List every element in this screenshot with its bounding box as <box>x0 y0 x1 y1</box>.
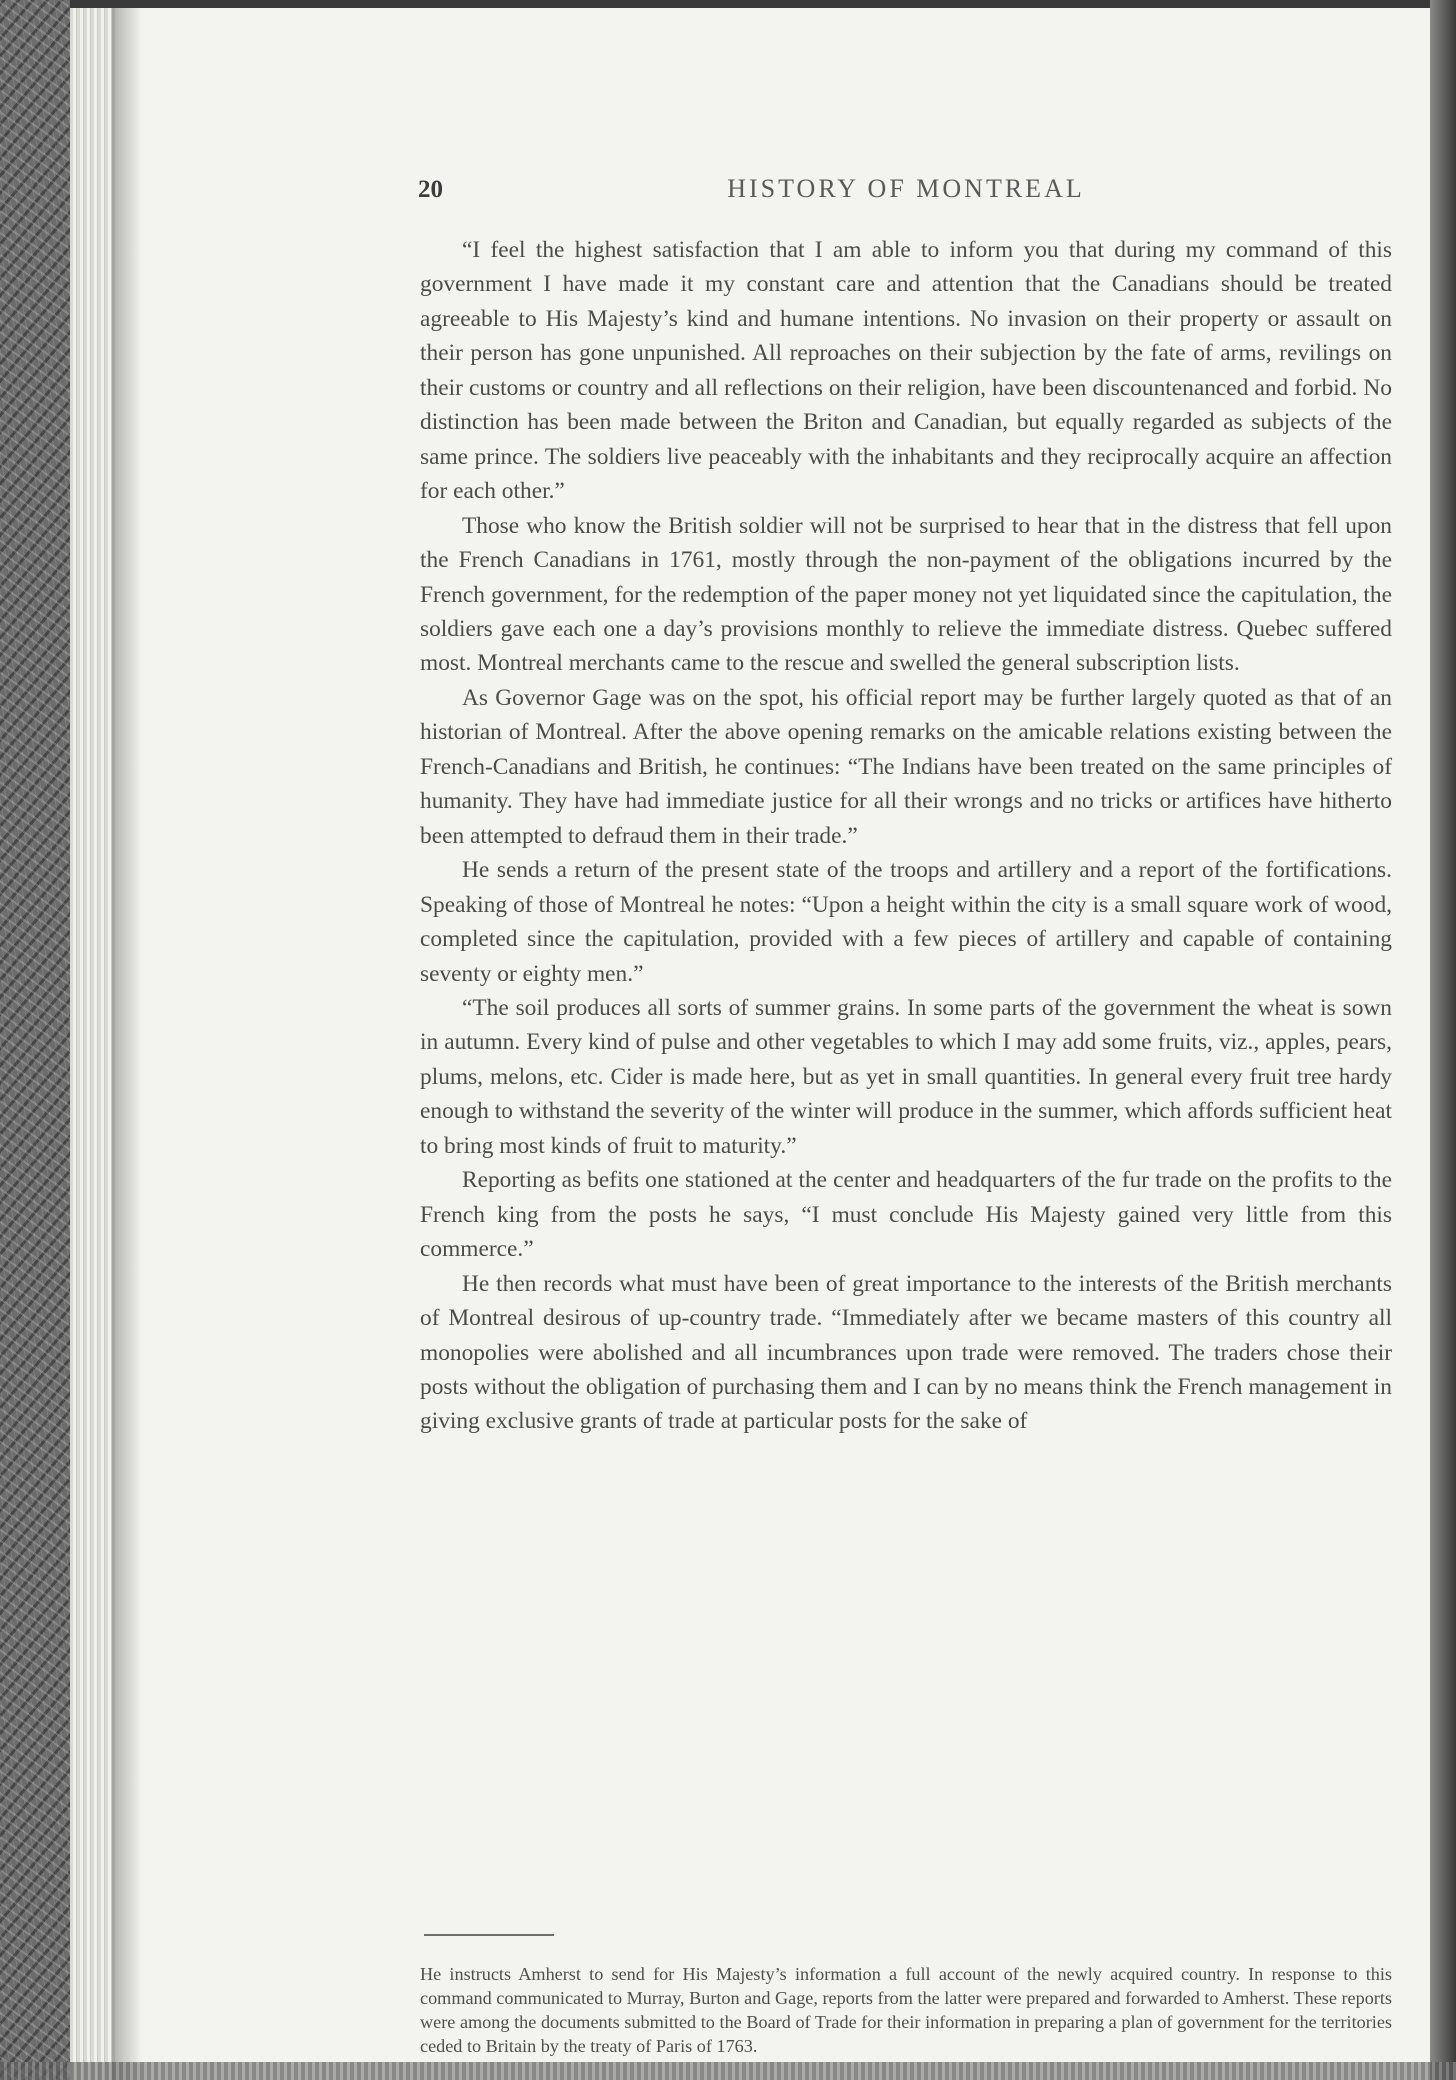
footnote-divider <box>424 1934 554 1936</box>
running-title: HISTORY OF MONTREAL <box>727 174 1085 203</box>
paragraph: “The soil produces all sorts of summer grains. In some parts of the government the wheat is sown in autumn. Every kind of pulse and other vegetables to which I may add some fruits, viz., apples, pears, plums, melons, etc. Cider is made here, but as yet in small quantities. In general every fruit tree hardy enough to withstand the severity of the winter will produce in the summer, which affords sufficient heat to bring most kinds of fruit to maturity.” <box>420 994 1392 1159</box>
right-page-edge <box>1430 0 1456 2080</box>
page-number: 20 <box>418 176 443 203</box>
paragraph: As Governor Gage was on the spot, his official report may be further largely quoted as that of an historian of Montreal. After the above opening remarks on the amicable relations existing between the French-Canadians and British, he continues: “The Indians have been treated on the same principles of humanity. They have had immediate justice for all their wrongs and no tricks or artifices have hitherto been attempted to defraud them in their trade.” <box>420 684 1392 849</box>
bottom-page-edge <box>0 2062 1456 2080</box>
footnote: He instructs Amherst to send for His Majesty’s information a full account of the newly acquired country. In response to this command communicated to Murray, Burton and Gage, reports from the latter were prepared and forwarded to Amherst. These reports were among the documents submitted to the Board of Trade for their information in preparing a plan of government for the territories ceded to Britain by the treaty of Paris of 1763. <box>420 1964 1392 2056</box>
paragraph: Those who know the British soldier will not be surprised to hear that in the distress that fell upon the French Canadians in 1761, mostly through the non-payment of the obligations incurred by the French government, for the redemption of the paper money not yet liquidated since the capitulation, the soldiers gave each one a day’s provisions monthly to relieve the immediate distress. Quebec suffered most. Montreal merchants came to the rescue and swelled the general subscription lists. <box>420 512 1392 677</box>
marbled-cover-edge <box>0 0 70 2080</box>
paragraph: Reporting as befits one stationed at the center and headquarters of the fur trade on the profits to the French king from the posts he says, “I must conclude His Majesty gained very little from this commerce.” <box>420 1167 1392 1263</box>
paragraph: He then records what must have been of great importance to the interests of the British merchants of Montreal desirous of up-country trade. “Immediately after we became masters of this country all monopolies were abolished and all incumbrances upon trade were removed. The traders chose their posts without the obligation of purchasing them and I can by no means think the French management in giving exclusive grants of trade at particular posts for the sake of <box>420 1270 1392 1435</box>
paragraph: “I feel the highest satisfaction that I am able to inform you that during my command of this government I have made it my constant care and attention that the Canadians should be treated agreeable to His Majesty’s kind and humane intentions. No invasion on their property or assault on their person has gone unpunished. All reproaches on their subjection by the fate of arms, revilings on their customs or country and all reflections on their religion, have been discountenanced and forbid. No distinction has been made between the Briton and Canadian, but equally regarded as subjects of the same prince. The soldiers live peaceably with the inhabitants and they reciprocally acquire an affection for each other.” <box>420 237 1392 505</box>
paragraph: He sends a return of the present state of the troops and artillery and a report of the fortifications. Speaking of those of Montreal he notes: “Upon a height within the city is a small square work of wood, completed since the capitulation, provided with a few pieces of artillery and capable of containing seventy or eighty men.” <box>420 857 1392 987</box>
body-text <box>420 233 1392 1439</box>
page-header <box>418 172 1394 212</box>
gutter-shadow <box>112 8 142 2080</box>
